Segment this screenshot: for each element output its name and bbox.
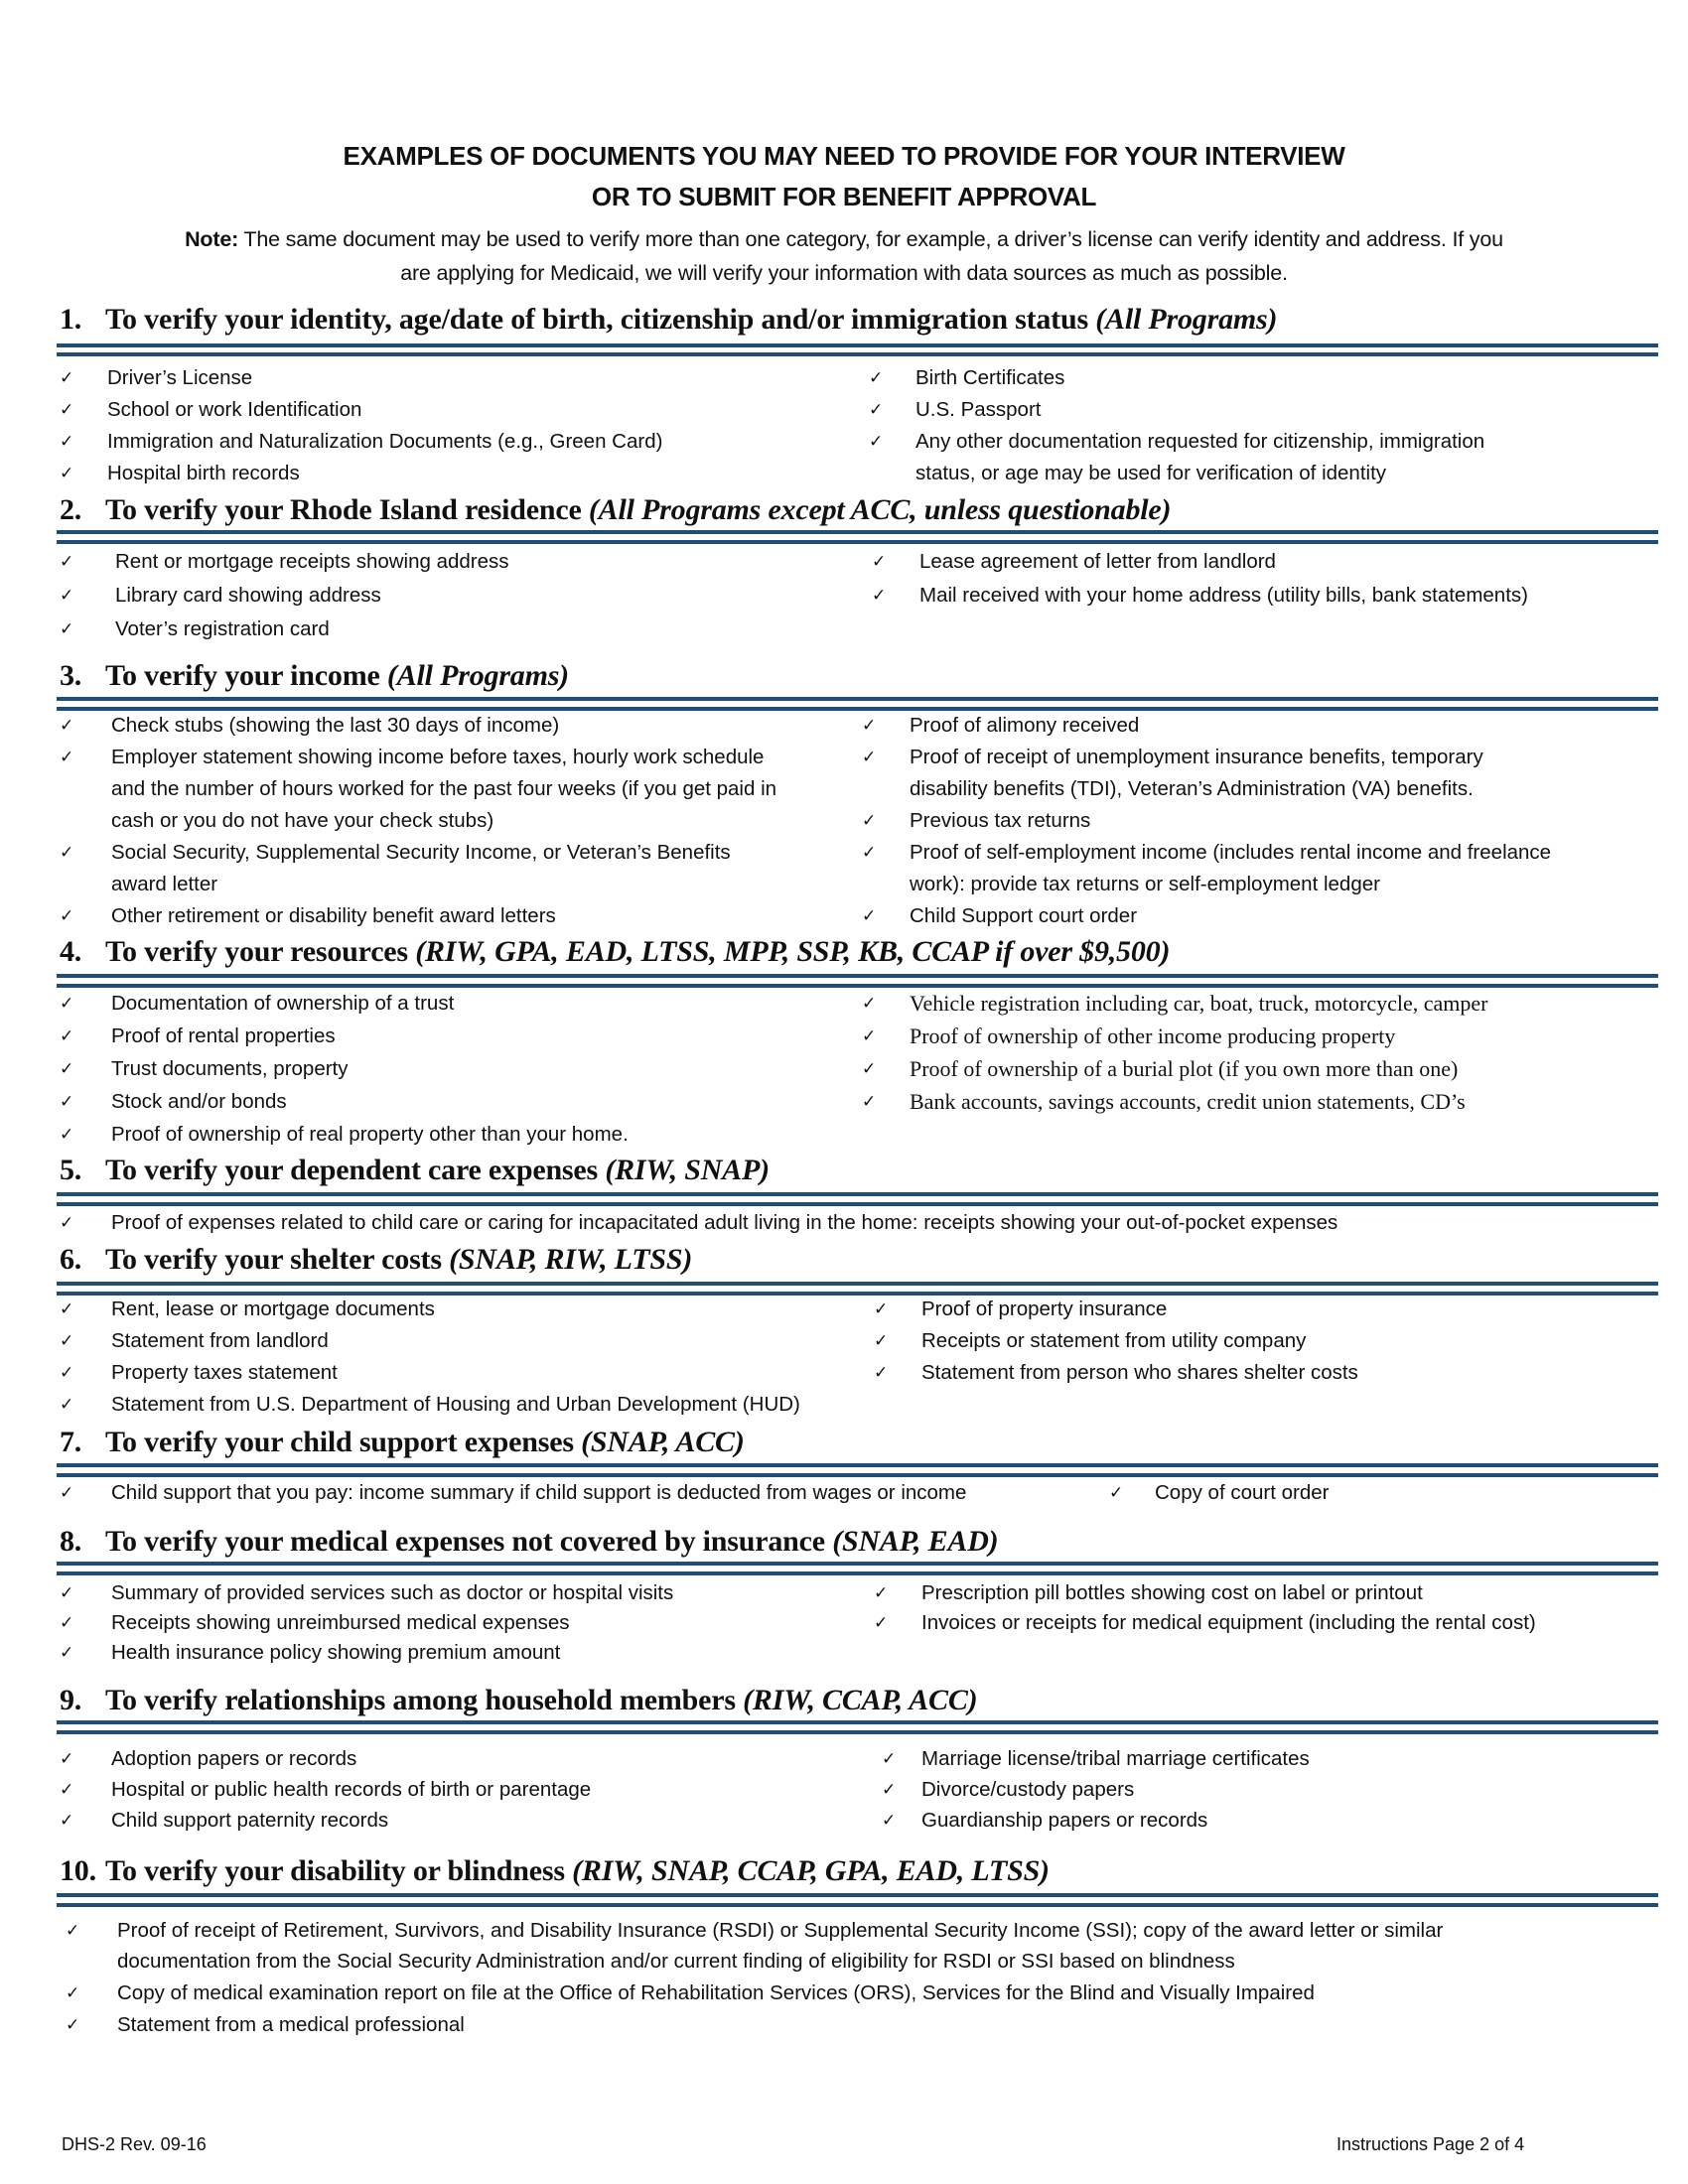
checklist-item [0, 614, 330, 645]
section-title: To verify your income [105, 659, 387, 692]
checklist-item-text: School or work Identification [107, 398, 362, 421]
check-icon: ✓ [862, 843, 877, 863]
section-programs: (SNAP, EAD) [832, 1525, 999, 1558]
check-icon: ✓ [872, 552, 887, 572]
check-icon: ✓ [66, 2015, 80, 2035]
section-title: To verify your identity, age/date of birth, citizenship and/or immigration status [105, 303, 1096, 336]
section-heading [60, 935, 1170, 969]
check-icon: ✓ [66, 1921, 80, 1941]
checklist-item-text: Proof of ownership of other income producing property [910, 1024, 1396, 1048]
note-line-2: are applying for Medicaid, we will verify your information with data sources as much as possible. [400, 261, 1288, 285]
section-divider [57, 1571, 1658, 1575]
section-divider [57, 1893, 1658, 1897]
section-programs: (All Programs) [386, 659, 569, 692]
checklist-item-text: Copy of medical examination report on file at the Office of Rehabilitation Services (ORS), Services for the Blind and Visually Impaired [117, 1981, 1315, 2004]
checklist-item [0, 1915, 1444, 1947]
checklist-item-text: Guardianship papers or records [921, 1809, 1208, 1832]
checklist-item-text: Social Security, Supplemental Security Income, or Veteran’s Benefits [111, 841, 731, 864]
checklist-item-text: Employer statement showing income before taxes, hourly work schedule [111, 746, 765, 768]
checklist-item-text: cash or you do not have your check stubs) [111, 809, 494, 832]
checklist-item-text: Child Support court order [910, 904, 1138, 927]
section-number: 8. [60, 1525, 82, 1558]
checklist-item-text: U.S. Passport [915, 398, 1042, 421]
checklist-item-text: Invoices or receipts for medical equipment (including the rental cost) [921, 1611, 1536, 1634]
checklist-item-text: Driver’s License [107, 366, 253, 389]
checklist-item-text: Documentation of ownership of a trust [111, 992, 455, 1015]
check-icon: ✓ [60, 1395, 74, 1415]
checklist-item-text: Any other documentation requested for citizenship, immigration [915, 430, 1485, 453]
checklist-item-text: documentation from the Social Security Administration and/or current finding of eligibility for RSDI or SSI based on blindness [117, 1950, 1235, 1973]
section-title: To verify your child support expenses [105, 1426, 582, 1458]
section-programs: (RIW, SNAP) [605, 1154, 770, 1186]
checklist-item-text: Proof of receipt of Retirement, Survivors, and Disability Insurance (RSDI) or Supplemental Security Income (SSI); copy of the award letter or similar [117, 1919, 1444, 1942]
note-line-1 [0, 227, 1688, 252]
section-programs: (SNAP, ACC) [581, 1426, 745, 1458]
check-icon: ✓ [862, 994, 877, 1014]
section-divider [57, 530, 1658, 534]
check-icon: ✓ [60, 1331, 74, 1351]
section-divider [57, 1562, 1658, 1566]
check-icon: ✓ [60, 619, 74, 639]
section-heading [60, 1854, 1050, 1888]
check-icon: ✓ [882, 1780, 897, 1800]
check-icon: ✓ [60, 1026, 74, 1046]
section-title: To verify your disability or blindness [105, 1854, 573, 1887]
checklist-item-text: Proof of expenses related to child care or caring for incapacitated adult living in the home: receipts showing your out-of-pocket expenses [111, 1211, 1338, 1234]
checklist-item-text: Proof of receipt of unemployment insurance benefits, temporary [910, 746, 1483, 768]
check-icon: ✓ [60, 906, 74, 926]
section-title: To verify your resources [105, 935, 416, 968]
section-heading [60, 1525, 998, 1559]
check-icon: ✓ [869, 368, 884, 388]
section-divider [57, 540, 1658, 544]
checklist-item-text: Proof of ownership of real property other than your home. [111, 1123, 629, 1146]
section-title: To verify your Rhode Island residence [105, 493, 589, 526]
section-title: To verify relationships among household members [105, 1684, 744, 1716]
checklist-item-text: Statement from U.S. Department of Housing and Urban Development (HUD) [111, 1393, 800, 1416]
page-number: Instructions Page 2 of 4 [1336, 2134, 1525, 2154]
checklist-item-text: Vehicle registration including car, boat, truck, motorcycle, camper [910, 991, 1488, 1016]
checklist-item-text: Lease agreement of letter from landlord [919, 550, 1276, 573]
check-icon: ✓ [60, 1059, 74, 1079]
checklist-item [0, 1978, 1315, 2009]
section-heading [60, 1684, 977, 1717]
section-number: 10. [60, 1854, 96, 1887]
note-text-1: The same document may be used to verify more than one category, for example, a driver’s license can verify identity and address. If you [238, 227, 1503, 251]
check-icon: ✓ [60, 1811, 74, 1831]
checklist-item [0, 1119, 629, 1151]
checklist-item-text: Divorce/custody papers [921, 1778, 1135, 1801]
checklist-item-text: Bank accounts, savings accounts, credit union statements, CD’s [910, 1089, 1466, 1114]
check-icon: ✓ [874, 1613, 889, 1633]
check-icon: ✓ [862, 906, 877, 926]
section-heading [60, 493, 1171, 527]
checklist-item-text: and the number of hours worked for the past four weeks (if you get paid in [111, 777, 777, 800]
note-label: Note: [185, 227, 239, 251]
checklist-item-text: Statement from landlord [111, 1329, 329, 1352]
check-icon: ✓ [874, 1363, 889, 1383]
section-title: To verify your medical expenses not covered by insurance [105, 1525, 833, 1558]
check-icon: ✓ [60, 994, 74, 1014]
check-icon: ✓ [60, 1780, 74, 1800]
check-icon: ✓ [60, 586, 74, 606]
section-programs: (RIW, GPA, EAD, LTSS, MPP, SSP, KB, CCAP if over $9,500) [415, 935, 1171, 968]
check-icon: ✓ [60, 1643, 74, 1663]
form-id: DHS-2 Rev. 09-16 [62, 2134, 207, 2154]
section-divider [57, 697, 1658, 701]
checklist-item-text: status, or age may be used for verification of identity [915, 462, 1387, 484]
check-icon: ✓ [60, 1363, 74, 1383]
checklist-item-text: Property taxes statement [111, 1361, 338, 1384]
section-heading [60, 659, 569, 693]
check-icon: ✓ [60, 464, 74, 483]
check-icon: ✓ [862, 1059, 877, 1079]
checklist-item-text: Library card showing address [115, 584, 381, 607]
checklist-item-text: Summary of provided services such as doctor or hospital visits [111, 1581, 674, 1604]
check-icon: ✓ [60, 368, 74, 388]
check-icon: ✓ [874, 1331, 889, 1351]
checklist-item-text: Marriage license/tribal marriage certificates [921, 1747, 1310, 1770]
checklist-item-text: Receipts showing unreimbursed medical expenses [111, 1611, 570, 1634]
checklist-item-text: Rent or mortgage receipts showing address [115, 550, 509, 573]
checklist-item-text: Hospital birth records [107, 462, 300, 484]
section-divider [57, 352, 1658, 356]
check-icon: ✓ [66, 1983, 80, 2003]
section-divider [57, 1730, 1658, 1734]
checklist-item-text: Stock and/or bonds [111, 1090, 287, 1113]
checklist-item-text: Hospital or public health records of birth or parentage [111, 1778, 592, 1801]
checklist-item-text: Proof of alimony received [910, 714, 1140, 737]
checklist-item-text: Receipts or statement from utility company [921, 1329, 1307, 1352]
check-icon: ✓ [862, 1026, 877, 1046]
section-programs: (RIW, SNAP, CCAP, GPA, EAD, LTSS) [572, 1854, 1050, 1887]
check-icon: ✓ [60, 1613, 74, 1633]
section-number: 1. [60, 303, 82, 336]
page-title-line-1: EXAMPLES OF DOCUMENTS YOU MAY NEED TO PROVIDE FOR YOUR INTERVIEW [343, 141, 1345, 171]
check-icon: ✓ [862, 716, 877, 736]
section-heading [60, 1243, 692, 1277]
checklist-item-text: Health insurance policy showing premium amount [111, 1641, 561, 1664]
checklist-item-text: work): provide tax returns or self-employment ledger [910, 873, 1380, 895]
section-number: 2. [60, 493, 82, 526]
checklist-item-text: Birth Certificates [915, 366, 1065, 389]
check-icon: ✓ [869, 432, 884, 452]
checklist-item-text: award letter [111, 873, 218, 895]
checklist-item-text: Trust documents, property [111, 1057, 349, 1080]
section-title: To verify your dependent care expenses [105, 1154, 606, 1186]
checklist-item-text: Proof of ownership of a burial plot (if you own more than one) [910, 1056, 1459, 1081]
checklist-item-text: Voter’s registration card [115, 617, 330, 640]
section-number: 3. [60, 659, 82, 692]
checklist-item-text: Previous tax returns [910, 809, 1091, 832]
section-divider [57, 1903, 1658, 1907]
checklist-item-text: Statement from a medical professional [117, 2013, 465, 2036]
checklist-item-text: Immigration and Naturalization Documents (e.g., Green Card) [107, 430, 663, 453]
checklist-item-text: Rent, lease or mortgage documents [111, 1297, 435, 1320]
check-icon: ✓ [60, 716, 74, 736]
section-heading [60, 1154, 770, 1187]
check-icon: ✓ [882, 1811, 897, 1831]
checklist-item [0, 1389, 800, 1421]
section-programs: (RIW, CCAP, ACC) [743, 1684, 978, 1716]
checklist-item-text: Proof of property insurance [921, 1297, 1168, 1320]
check-icon: ✓ [60, 1299, 74, 1319]
check-icon: ✓ [60, 1213, 74, 1233]
check-icon: ✓ [1109, 1483, 1124, 1503]
section-heading [60, 303, 1277, 337]
checklist-item-text: Child support paternity records [111, 1809, 389, 1832]
section-divider [57, 1720, 1658, 1724]
checklist-item-text: Proof of self-employment income (includes rental income and freelance [910, 841, 1552, 864]
check-icon: ✓ [60, 1092, 74, 1112]
section-divider [57, 1202, 1658, 1206]
checklist-item-text: Proof of rental properties [111, 1024, 336, 1047]
section-divider [57, 343, 1658, 347]
section-title: To verify your shelter costs [105, 1243, 450, 1276]
checklist-item-text: Adoption papers or records [111, 1747, 357, 1770]
checklist-item [0, 1946, 1235, 1978]
check-icon: ✓ [60, 432, 74, 452]
section-number: 9. [60, 1684, 82, 1716]
checklist-item [0, 2009, 465, 2041]
section-programs: (All Programs except ACC, unless questionable) [588, 493, 1172, 526]
section-programs: (All Programs) [1095, 303, 1278, 336]
checklist-item-text: Prescription pill bottles showing cost on label or printout [921, 1581, 1423, 1604]
section-programs: (SNAP, RIW, LTSS) [449, 1243, 693, 1276]
checklist-item [0, 1207, 1338, 1239]
check-icon: ✓ [60, 400, 74, 420]
check-icon: ✓ [862, 811, 877, 831]
check-icon: ✓ [60, 1125, 74, 1145]
checklist-item-text: Check stubs (showing the last 30 days of income) [111, 714, 560, 737]
section-divider [57, 1192, 1658, 1196]
check-icon: ✓ [60, 748, 74, 767]
check-icon: ✓ [882, 1749, 897, 1769]
check-icon: ✓ [60, 1483, 74, 1503]
checklist-item [0, 1637, 561, 1669]
checklist-item-text: disability benefits (TDI), Veteran’s Administration (VA) benefits. [910, 777, 1474, 800]
checklist-item-text: Other retirement or disability benefit award letters [111, 904, 556, 927]
check-icon: ✓ [60, 552, 74, 572]
section-divider [57, 974, 1658, 978]
check-icon: ✓ [862, 1092, 877, 1112]
check-icon: ✓ [60, 1583, 74, 1603]
check-icon: ✓ [60, 1749, 74, 1769]
section-divider [57, 1463, 1658, 1467]
section-number: 4. [60, 935, 82, 968]
check-icon: ✓ [872, 586, 887, 606]
checklist-item-text: Mail received with your home address (utility bills, bank statements) [919, 584, 1528, 607]
section-number: 7. [60, 1426, 82, 1458]
check-icon: ✓ [869, 400, 884, 420]
section-number: 5. [60, 1154, 82, 1186]
check-icon: ✓ [862, 748, 877, 767]
checklist-item-text: Child support that you pay: income summary if child support is deducted from wages or income [111, 1481, 967, 1504]
check-icon: ✓ [60, 843, 74, 863]
check-icon: ✓ [874, 1299, 889, 1319]
checklist-item-text: Copy of court order [1155, 1481, 1330, 1504]
section-divider [57, 1282, 1658, 1286]
checklist-item-text: Statement from person who shares shelter costs [921, 1361, 1358, 1384]
section-heading [60, 1426, 745, 1459]
check-icon: ✓ [874, 1583, 889, 1603]
page-title-line-2: OR TO SUBMIT FOR BENEFIT APPROVAL [591, 182, 1097, 211]
section-number: 6. [60, 1243, 82, 1276]
